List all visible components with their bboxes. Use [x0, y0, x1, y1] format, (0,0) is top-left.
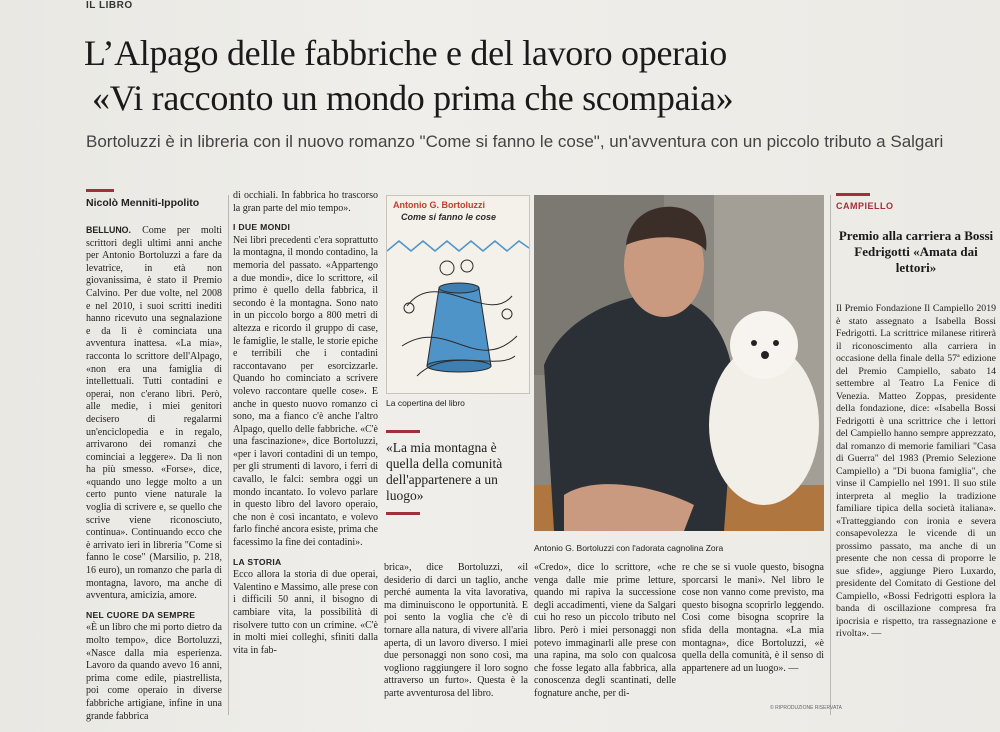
paragraph: Come per molti scrittori degli ultimi anni anche per Antonio Bortoluzzi a fare da levatrice, in età non giovanissima, è stato il Premio Calvino. Per due volte, nel 2008 e nel 2010, i suoi scritti inediti hanno ricevuto una segnalazione e da lì è cominciata una avventura inattesa. «La mia», racconta lo scrittore dell'Alpago, «non era una famiglia di intellettuali. Tutti contadini e operai, non c'erano libri. Però, alle medie, i miei genitori decisero di regalarmi un'enciclopedia e in regalo, arrivarono dei romanzi che cominciai a leggere». Da lì non ha più smesso. «Forse», dice, «quando uno legge molto a un certo punto viene naturale la voglia di scrivere e, se quello che scrive viene riconosciuto, continua». Continuando ecco che è arrivato ieri in libreria "Come si fanno le cose" (Marsilio, p. 218, 16 euro), un romanzo che parla di montagna, lavoro, ma anche di avventura, amicizia, amore.	[86, 225, 222, 602]
paragraph: «Credo», dice lo scrittore, «che venga dalle mie prime letture, quando mi rapiva la successione degli accadimenti, viene da Salgari cui ho reso un piccolo tributo nel libro. Però i miei personaggi non potevo immaginarli alle prese con una rapina, ma solo con qualcosa che fosse legato alla fabbrica, alla conoscenza degli scantinati, delle fognature anche, per di-	[534, 562, 676, 699]
cover-author: Antonio G. Bortoluzzi	[393, 200, 485, 210]
pull-quote: «La mia montagna è quella della comunità dell'appartenere a un luogo»	[386, 440, 503, 503]
paragraph: Nei libri precedenti c'era soprattutto la montagna, il mondo contadino, la memoria del passato. «Appartengo a due mondi», dice lo scrittore, «il primo è quello della fabbrica, il secondo è la montagna. Sono nato in un piccolo borgo a 800 metri di altezza e ricordo il gruppo di case, le famiglie, le stalle, le storie epiche e terribili che i contadini raccontavano per esorcizzarle. Quando ho cominciato a scrivere volevo raccontare quelle cose». E anche in questo nuovo romanzo ci sono, ma a fianco c'è anche l'altro Alpago, quello delle fabbriche. «C'è una fascinazione», dice Bortoluzzi, «per i lavori contadini di un tempo, per gli strumenti di lavoro, i ferri di cavallo, le falci: sembra oggi un mondo incantato. Io volevo parlare in questo libro del lavoro operaio, che non è così incantato, e volevo farlo finché ancora esiste, prima che facessimo la fine dei contadini».	[233, 234, 378, 549]
paragraph: re che se si vuole questo, bisogna sporcarsi le mani». Nel libro le cose non vanno come previsto, ma questo bisogna scoprirlo leggendo. Così come bisogna scoprire la sfida della montagna. «La mia montagna», dice Bortoluzzi, «è quella della comunità, è il senso di appartenere ad un luogo». —	[682, 562, 824, 674]
paragraph: di occhiali. In fabbrica ho trascorso la gran parte del mio tempo».	[233, 190, 378, 214]
byline-rule	[86, 189, 114, 192]
sidebar-divider	[830, 195, 831, 715]
spool-illustration-icon	[387, 196, 529, 393]
dateline: BELLUNO.	[86, 225, 131, 235]
subheading: NEL CUORE DA SEMPRE	[86, 609, 196, 620]
sidebar-rule	[836, 193, 870, 196]
section-tag: IL LIBRO	[86, 0, 133, 11]
article-column-4	[534, 562, 676, 701]
photo-caption: Antonio G. Bortoluzzi con l'adorata cagnolina Zora	[534, 543, 724, 553]
sidebar-tag: CAMPIELLO	[836, 201, 894, 211]
article-column-3	[384, 562, 528, 701]
author-photo	[534, 195, 824, 531]
byline: Nicolò Menniti-Ippolito	[86, 197, 200, 209]
paragraph: Ecco allora la storia di due operai, Valentino e Massimo, alle prese con i difficili 50 anni, il bisogno di cambiare vita, la possibilità di risolvere tutto con un crimine. «C'è in molti miei colleghi, sfiniti dalla vita in fab-	[233, 569, 378, 656]
headline-line-2: «Vi racconto un mondo prima che scompaia»	[92, 78, 734, 118]
article-column-5	[682, 562, 824, 675]
paragraph: Il Premio Fondazione Il Campiello 2019 è stato assegnato a Isabella Bossi Fedrigotti. La scrittrice milanese ritirerà il riconoscimento alla carriera in occasione della finale della 57ª edizione del Premio Campiello, sabato 14 settembre al Teatro La Fenice di Venezia. Matteo Zoppas, presidente della fondazione, dice: «Isabella Bossi Fedrigotti è una scrittrice che i lettori del Campiello hanno sempre apprezzato, dal romanzo di memorie familiari "Casa di Guerra" del 1983 (Premio Selezione Campiello) a "Di buona famiglia", che vinse il Campiello nel 1991. Il suo stile interpreta al meglio la tradizione familiare tipica della società italiana». «Tratteggiando con ironia e severa consapevolezza le vicende di un prossimo passato, ma anche di un presente che non cessa di proporre le sue sfide», aggiunge Piero Luxardo, presidente del Comitato di Gestione del Campiello, «Bossi Fedrigotti esplora la banda di oscillazione compresa fra ipocrisia e rispetto, tra rassegnazione e rivolta». —	[836, 303, 996, 639]
cover-caption: La copertina del libro	[386, 398, 465, 408]
quote-rule-bottom	[386, 512, 420, 515]
cover-title: Come si fanno le cose	[401, 212, 497, 222]
sidebar-title: Premio alla carriera a Bossi Fedrigotti «Amata dai lettori»	[838, 228, 994, 275]
copyright-notice: © RIPRODUZIONE RISERVATA	[770, 705, 842, 711]
author-with-dog-image	[534, 195, 824, 531]
subheading: I DUE MONDI	[233, 222, 291, 233]
paragraph: «È un libro che mi porto dietro da molto tempo», dice Bortoluzzi, «Nasce dalla mia esperienza. Lavoro da quando avevo 16 anni, prima come edile, piastrellista, poi come operaio in diverse fabbriche artigiane, infine in una grande fabbrica	[86, 622, 222, 722]
subheadline: Bortoluzzi è in libreria con il nuovo romanzo "Come si fanno le cose", un'avventura con un piccolo tributo a Salgari	[86, 132, 944, 151]
headline-line-1: L’Alpago delle fabbriche e del lavoro operaio	[84, 33, 727, 73]
quote-rule-top	[386, 430, 420, 433]
book-cover	[386, 195, 530, 394]
subheading: LA STORIA	[233, 556, 282, 567]
article-column-2	[233, 190, 378, 657]
paragraph: brica», dice Bortoluzzi, «il desiderio di darci un taglio, anche perché aumenta la vita lavorativa, ma diminuiscono le opportunità. E poi sento la voglia che c'è di tornare alla natura, di vivere all'aria aperta, di un lavoro diverso. I miei due personaggi non sono così, ma vogliono raggiungere il loro sogno attraverso un furto». Questa è la parte avventurosa del libro.	[384, 562, 528, 699]
column-divider	[228, 195, 229, 715]
sidebar-body	[836, 303, 996, 641]
article-column-1	[86, 224, 222, 723]
